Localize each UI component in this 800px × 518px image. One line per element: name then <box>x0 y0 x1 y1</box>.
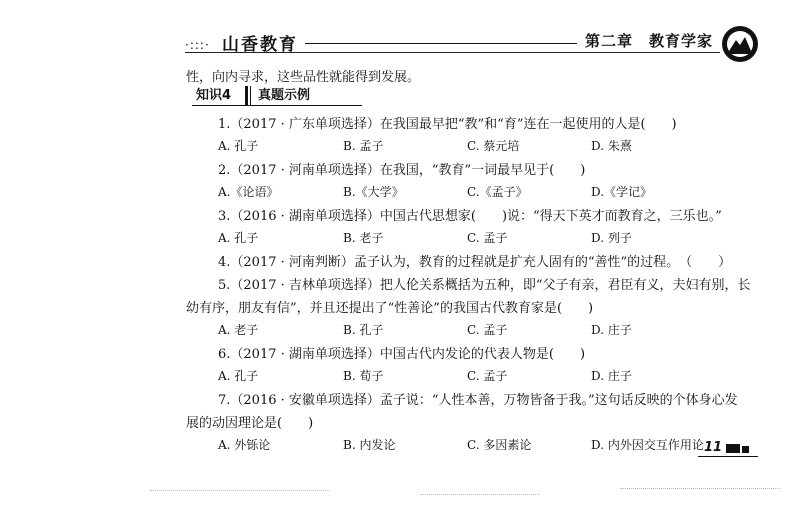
continuation-text: 性，向内寻求，这些品性就能得到发展。 <box>186 70 421 85</box>
section-header <box>192 87 362 105</box>
scan-noise <box>620 488 780 490</box>
publisher-logo-icon <box>720 24 760 64</box>
question-6: 6.（2017 · 湖南单项选择）中国古代内发论的代表人物是( ) <box>218 347 586 362</box>
question-5-option-c: C. 孟子 <box>467 323 508 337</box>
question-3-option-b: B. 老子 <box>343 231 384 245</box>
question-2-option-c: C.《孟子》 <box>467 185 528 199</box>
question-2: 2.（2017 · 河南单项选择）在我国，“教育”一词最早见于( ) <box>218 163 586 178</box>
question-2-option-b: B.《大学》 <box>343 185 404 199</box>
question-7-option-c: C. 多因素论 <box>467 438 532 452</box>
question-7-option-a: A. 外铄论 <box>218 438 271 452</box>
section-bar-thin <box>250 86 251 106</box>
question-3-option-a: A. 孔子 <box>218 231 259 245</box>
question-1: 1.（2017 · 广东单项选择）在我国最早把“教”和“育”连在一起使用的人是( ) <box>218 117 677 132</box>
question-6-option-c: C. 孟子 <box>467 369 508 383</box>
question-3-option-c: C. 孟子 <box>467 231 508 245</box>
question-5-option-b: B. 孔子 <box>343 323 384 337</box>
question-5-option-d: D. 庄子 <box>591 323 632 337</box>
section-bar <box>245 86 248 106</box>
section-title: 真题示例 <box>258 88 311 103</box>
header-divider <box>305 43 577 44</box>
page-number-underline <box>698 456 758 457</box>
question-2-option-a: A.《论语》 <box>218 185 279 199</box>
question-3-option-d: D. 列子 <box>591 231 632 245</box>
page-mark-icon <box>726 444 740 453</box>
question-6-option-d: D. 庄子 <box>591 369 632 383</box>
question-1-option-a: A. 孔子 <box>218 139 259 153</box>
question-6-option-a: A. 孔子 <box>218 369 259 383</box>
header-brand: 山香教育 <box>222 35 298 55</box>
question-6-option-b: B. 荀子 <box>343 369 384 383</box>
page-mark-small-icon <box>742 446 749 453</box>
question-1-option-c: C. 蔡元培 <box>467 139 520 153</box>
scan-noise <box>150 490 330 492</box>
question-7-option-d: D. 内外因交互作用论 <box>591 438 704 452</box>
question-5-option-a: A. 老子 <box>218 323 259 337</box>
question-1-option-b: B. 孟子 <box>343 139 384 153</box>
question-4: 4.（2017 · 河南判断）孟子认为，教育的过程就是扩充人固有的“善性”的过程。 （ ） <box>218 255 732 270</box>
section-tag: 知识4 <box>192 87 235 106</box>
header-rule <box>185 52 720 53</box>
header-dots: ·:::· <box>185 38 210 52</box>
section-underline <box>192 105 362 106</box>
question-1-option-d: D. 朱熹 <box>591 139 632 153</box>
question-7-option-b: B. 内发论 <box>343 438 396 452</box>
question-5-line-2: 幼有序，朋友有信”，并且还提出了“性善论”的我国古代教育家是( ) <box>186 301 594 316</box>
question-3: 3.（2016 · 湖南单项选择）中国古代思想家( )说：“得天下英才而教育之，三乐也。” <box>218 209 722 224</box>
question-2-option-d: D.《学记》 <box>591 185 653 199</box>
question-7-line-2: 展的动因理论是( ) <box>186 416 314 431</box>
page-number: 11 <box>704 440 723 455</box>
scan-noise <box>420 494 540 496</box>
question-5-line-1: 5.（2017 · 吉林单项选择）把人伦关系概括为五种，即“父子有亲，君臣有义，夫妇有别，长 <box>218 278 751 293</box>
question-7-line-1: 7.（2016 · 安徽单项选择）孟子说：“人性本善，万物皆备于我。”这句话反映的个体身心发 <box>218 393 738 408</box>
chapter-title: 第二章 教育学家 <box>585 32 714 50</box>
